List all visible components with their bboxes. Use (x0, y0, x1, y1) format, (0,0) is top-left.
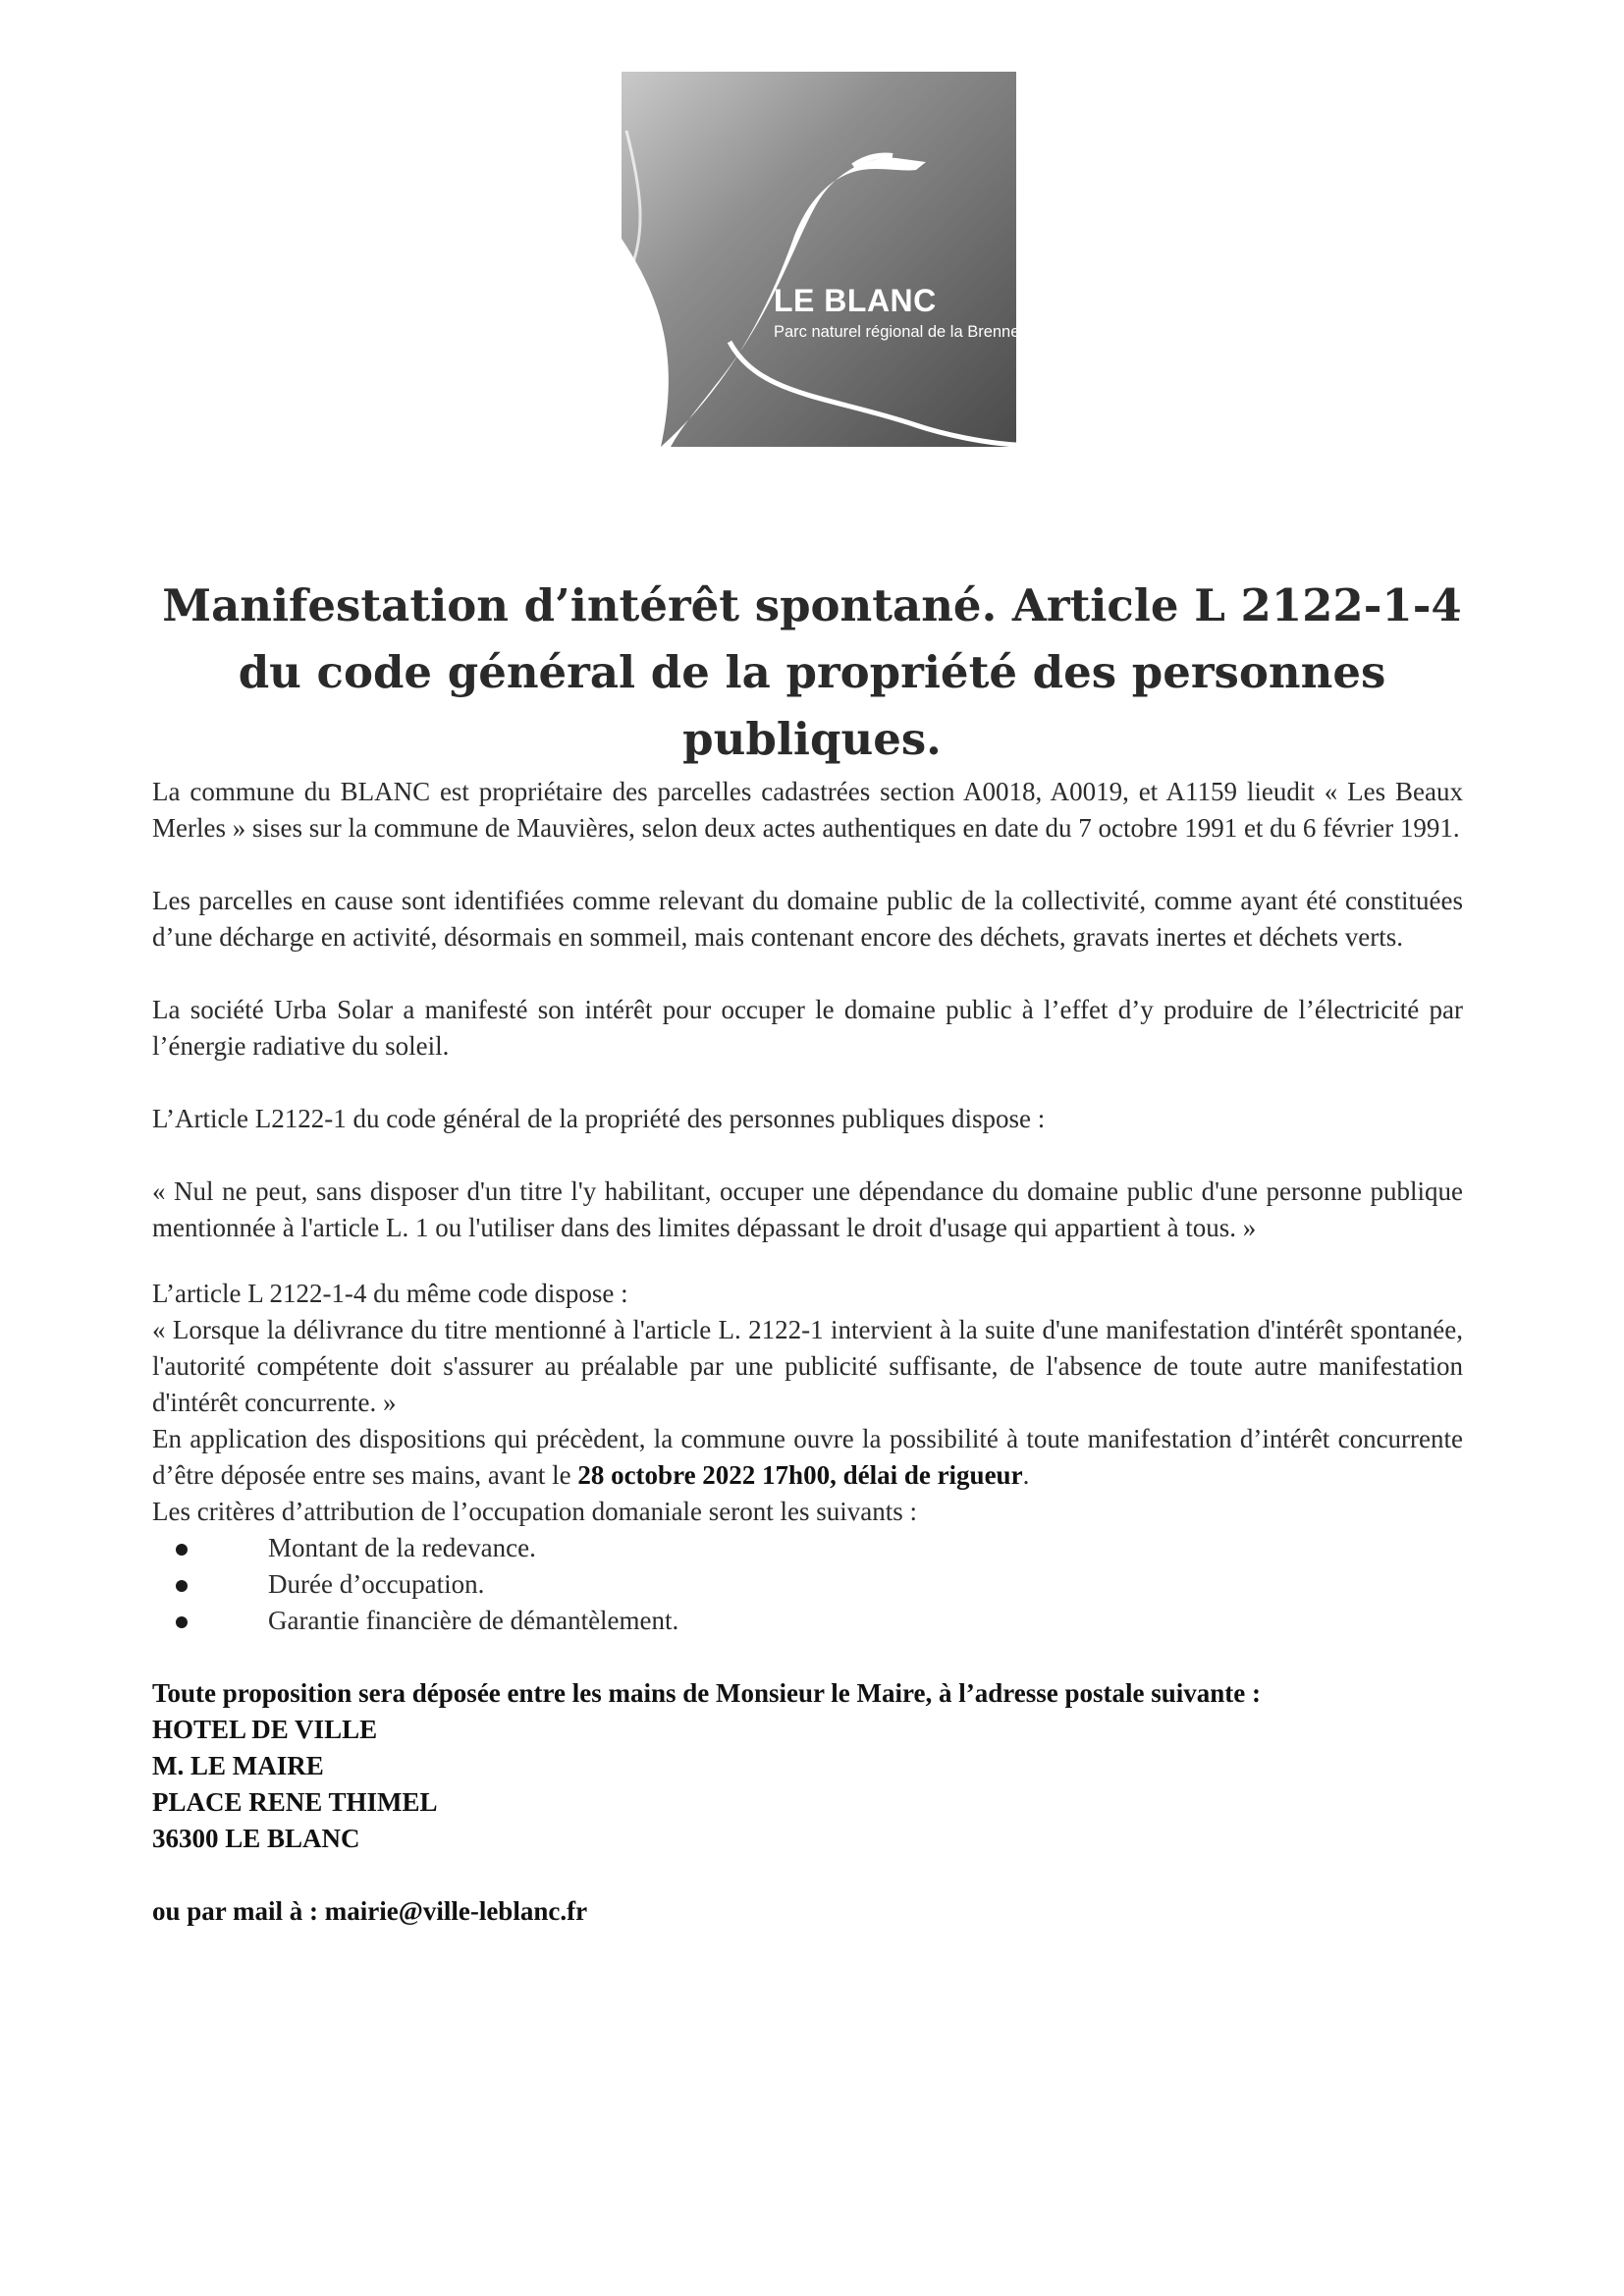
paragraph-article-quote: « Nul ne peut, sans disposer d'un titre l'y habilitant, occuper une dépendance du domaine public d'une personne publique mentionnée à l'article L. 1 ou l'utiliser dans des limites dépassant le droit d'usage qui appartient à tous. » (152, 1176, 1463, 1242)
address-line: 36300 LE BLANC (152, 1824, 360, 1853)
address-line: PLACE RENE THIMEL (152, 1787, 438, 1817)
postal-address (152, 1712, 1463, 1857)
submission-instructions: Toute proposition sera déposée entre les mains de Monsieur le Maire, à l’adresse postale suivante : (152, 1678, 1261, 1708)
paragraph-ownership: La commune du BLANC est propriétaire des parcelles cadastrées section A0018, A0019, et A1159 lieudit « Les Beaux Merles » sises sur la commune de Mauvières, selon deux actes authentiques en date du 7 octobre 1991 et du 6 février 1991. (152, 777, 1463, 843)
deadline-text-end: . (1022, 1460, 1030, 1490)
list-item: Durée d’occupation. (152, 1566, 1463, 1603)
paragraph-public-domain: Les parcelles en cause sont identifiées comme relevant du domaine public de la collectivité, comme ayant été constituées d’une décharge en activité, désormais en sommeil, mais contenant encore des déchets, gravats inertes et déchets verts. (152, 886, 1463, 952)
logo-subtitle: Parc naturel régional de la Brenne (774, 323, 1020, 341)
list-item: Montant de la redevance. (152, 1530, 1463, 1566)
paragraph-article-2-intro: L’article L 2122-1-4 du même code dispose : (152, 1279, 628, 1308)
paragraph-article-intro: L’Article L2122-1 du code général de la propriété des personnes publiques dispose : (152, 1104, 1046, 1133)
swan-icon (622, 72, 1016, 447)
le-blanc-logo (622, 72, 1020, 447)
list-item: Garantie financière de démantèlement. (152, 1603, 1463, 1639)
logo-title: LE BLANC (774, 283, 937, 318)
paragraph-article-2-quote: « Lorsque la délivrance du titre mentionné à l'article L. 2122-1 intervient à la suite d'une manifestation d'intérêt spontanée, l'autorité compétente doit s'assurer au préalable par une publicité suffisante, de l'absence de toute autre manifestation d'intérêt concurrente. » (152, 1315, 1463, 1417)
paragraph-urba-solar: La société Urba Solar a manifesté son intérêt pour occuper le domaine public à l’effet d’y produire de l’électricité par l’énergie radiative du soleil. (152, 995, 1463, 1061)
deadline-date: 28 octobre 2022 17h00, délai de rigueur (577, 1460, 1023, 1490)
deadline-text-start: En application des dispositions qui précèdent, la commune ouvre la possibilité à toute manifestation d’intérêt concurrente d’être déposée entre ses mains, avant le (152, 1424, 1463, 1490)
address-line: HOTEL DE VILLE (152, 1715, 378, 1744)
address-line: M. LE MAIRE (152, 1751, 324, 1780)
document-body (152, 774, 1463, 1930)
page-title: Manifestation d’intérêt spontané. Article L 2122-1-4 du code général de la propriété des personnes publiques. (162, 579, 1462, 765)
paragraph-criteria-intro: Les critères d’attribution de l’occupation domaniale seront les suivants : (152, 1497, 918, 1526)
email-contact: ou par mail à : mairie@ville-leblanc.fr (152, 1896, 588, 1926)
criteria-list (152, 1530, 1463, 1639)
paragraph-deadline (152, 1421, 1463, 1494)
